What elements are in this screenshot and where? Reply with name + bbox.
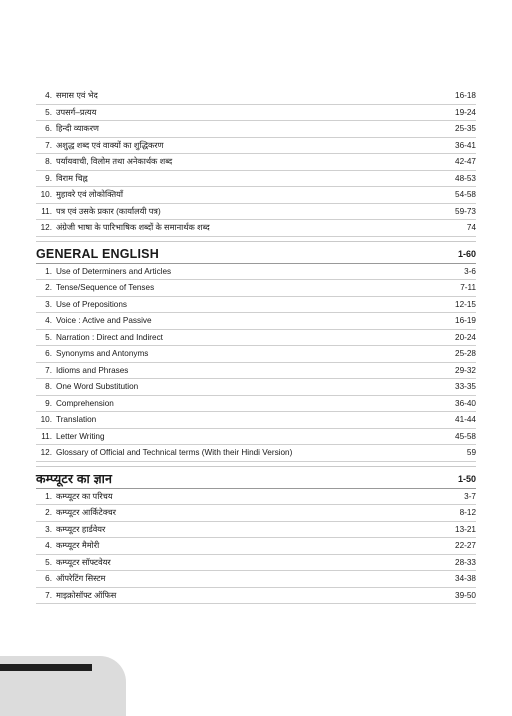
item-pages: 42-47 <box>455 157 476 166</box>
section-heading-computer <box>36 466 476 489</box>
item-pages: 25-35 <box>455 124 476 133</box>
item-pages: 36-40 <box>455 398 476 408</box>
item-title: विराम चिह्न <box>56 173 88 183</box>
toc-row <box>36 264 476 281</box>
section-pages: 1-60 <box>457 248 476 259</box>
item-title: Voice : Active and Passive <box>56 316 152 325</box>
item-pages: 59 <box>466 448 476 457</box>
toc-row <box>36 505 476 522</box>
toc-row <box>36 429 476 446</box>
toc-row <box>36 489 476 506</box>
item-number: 11. <box>41 431 52 441</box>
item-title: समास एवं भेद <box>56 91 98 100</box>
item-number: 10. <box>40 415 52 424</box>
toc-row <box>36 571 476 588</box>
toc-row <box>36 363 476 380</box>
item-pages: 34-38 <box>455 574 476 583</box>
item-pages: 29-32 <box>455 365 476 375</box>
item-number: 5. <box>45 332 52 342</box>
table-of-contents <box>36 88 476 604</box>
item-pages: 45-58 <box>455 431 476 441</box>
toc-row <box>36 138 476 155</box>
item-title: कम्प्यूटर हार्डवेयर <box>56 524 106 534</box>
item-pages: 74 <box>466 223 476 232</box>
page-corner-bar <box>0 664 92 671</box>
item-number: 8. <box>45 382 52 391</box>
toc-row <box>36 88 476 105</box>
item-pages: 22-27 <box>455 541 476 550</box>
item-number: 1. <box>45 266 52 276</box>
item-number: 6. <box>45 124 52 133</box>
toc-row <box>36 187 476 204</box>
item-pages: 54-58 <box>455 190 476 199</box>
computer-section-list <box>36 489 476 605</box>
item-number: 3. <box>45 524 52 534</box>
item-number: 7. <box>45 590 52 600</box>
toc-row <box>36 555 476 572</box>
toc-row <box>36 396 476 413</box>
toc-row <box>36 121 476 138</box>
section-heading-english <box>36 241 476 264</box>
toc-row <box>36 313 476 330</box>
item-title: Synonyms and Antonyms <box>56 349 149 358</box>
item-title: कम्प्यूटर सॉफ्टवेयर <box>56 557 111 567</box>
item-title: कम्प्यूटर का परिचय <box>56 491 113 501</box>
item-number: 8. <box>45 157 52 166</box>
item-title: Use of Prepositions <box>56 299 127 309</box>
section-title: कम्प्यूटर का ज्ञान <box>36 472 113 486</box>
item-pages: 48-53 <box>455 173 476 183</box>
item-title: Narration : Direct and Indirect <box>56 332 163 342</box>
item-title: पर्यायवाची, विलोम तथा अनेकार्थक शब्द <box>56 157 173 166</box>
item-number: 4. <box>45 541 52 550</box>
item-title: Comprehension <box>56 398 114 408</box>
item-title: कम्प्यूटर मैमोरी <box>56 541 100 550</box>
item-number: 9. <box>45 398 52 408</box>
item-title: Letter Writing <box>56 431 105 441</box>
toc-row <box>36 280 476 297</box>
item-number: 2. <box>45 508 52 517</box>
item-pages: 12-15 <box>455 299 476 309</box>
section-pages: 1-50 <box>457 473 476 484</box>
item-pages: 19-24 <box>455 107 476 117</box>
item-title: Use of Determiners and Articles <box>56 266 172 276</box>
item-number: 11. <box>41 206 52 216</box>
item-title: मुहावरे एवं लोकोक्तियाँ <box>56 190 124 199</box>
item-number: 5. <box>45 557 52 567</box>
section-title: GENERAL ENGLISH <box>36 246 159 261</box>
item-pages: 8-12 <box>459 508 476 517</box>
toc-row <box>36 379 476 396</box>
toc-row <box>36 538 476 555</box>
item-number: 5. <box>45 107 52 117</box>
item-title: अशुद्ध शब्द एवं वाक्यों का शुद्धिकरण <box>56 140 164 150</box>
item-title: Tense/Sequence of Tenses <box>56 283 155 292</box>
item-pages: 20-24 <box>455 332 476 342</box>
item-number: 12. <box>40 223 52 232</box>
item-pages: 39-50 <box>455 590 476 600</box>
item-number: 9. <box>45 173 52 183</box>
item-number: 6. <box>45 574 52 583</box>
item-number: 4. <box>45 316 52 325</box>
item-number: 1. <box>45 491 52 501</box>
toc-row <box>36 297 476 314</box>
item-pages: 3-6 <box>464 266 476 276</box>
toc-row <box>36 330 476 347</box>
item-pages: 16-18 <box>455 91 476 100</box>
item-title: माइक्रोसॉफ्ट ऑफिस <box>56 590 117 600</box>
item-pages: 3-7 <box>464 491 476 501</box>
toc-row <box>36 445 476 462</box>
item-number: 12. <box>40 448 52 457</box>
toc-row <box>36 154 476 171</box>
item-number: 7. <box>45 365 52 375</box>
item-pages: 28-33 <box>455 557 476 567</box>
toc-row <box>36 220 476 237</box>
item-title: Translation <box>56 415 97 424</box>
toc-row <box>36 522 476 539</box>
item-number: 2. <box>45 283 52 292</box>
item-pages: 36-41 <box>455 140 476 150</box>
item-number: 6. <box>45 349 52 358</box>
item-number: 3. <box>45 299 52 309</box>
item-title: One Word Substitution <box>56 382 139 391</box>
item-title: अंग्रेजी भाषा के पारिभाषिक शब्दों के समानार्थक शब्द <box>56 223 210 232</box>
hindi-section-list <box>36 88 476 237</box>
toc-row <box>36 412 476 429</box>
toc-row <box>36 105 476 122</box>
item-number: 4. <box>45 91 52 100</box>
item-title: Idioms and Phrases <box>56 365 129 375</box>
item-pages: 7-11 <box>460 283 476 292</box>
item-title: ऑपरेटिंग सिस्टम <box>56 574 106 583</box>
item-pages: 13-21 <box>455 524 476 534</box>
item-title: उपसर्ग–प्रत्यय <box>56 107 97 117</box>
item-title: Glossary of Official and Technical terms (With their Hindi Version) <box>56 448 293 457</box>
item-title: हिन्दी व्याकरण <box>56 124 99 133</box>
toc-row <box>36 204 476 221</box>
item-title: पत्र एवं उसके प्रकार (कार्यालयी पत्र) <box>56 206 161 216</box>
toc-row <box>36 346 476 363</box>
item-title: कम्प्यूटर आर्किटेक्चर <box>56 508 117 517</box>
item-pages: 59-73 <box>455 206 476 216</box>
item-number: 10. <box>40 190 52 199</box>
item-pages: 41-44 <box>455 415 476 424</box>
item-number: 7. <box>45 140 52 150</box>
item-pages: 16-19 <box>455 316 476 325</box>
item-pages: 33-35 <box>455 382 476 391</box>
english-section-list <box>36 264 476 462</box>
toc-row <box>36 171 476 188</box>
toc-row <box>36 588 476 605</box>
item-pages: 25-28 <box>455 349 476 358</box>
